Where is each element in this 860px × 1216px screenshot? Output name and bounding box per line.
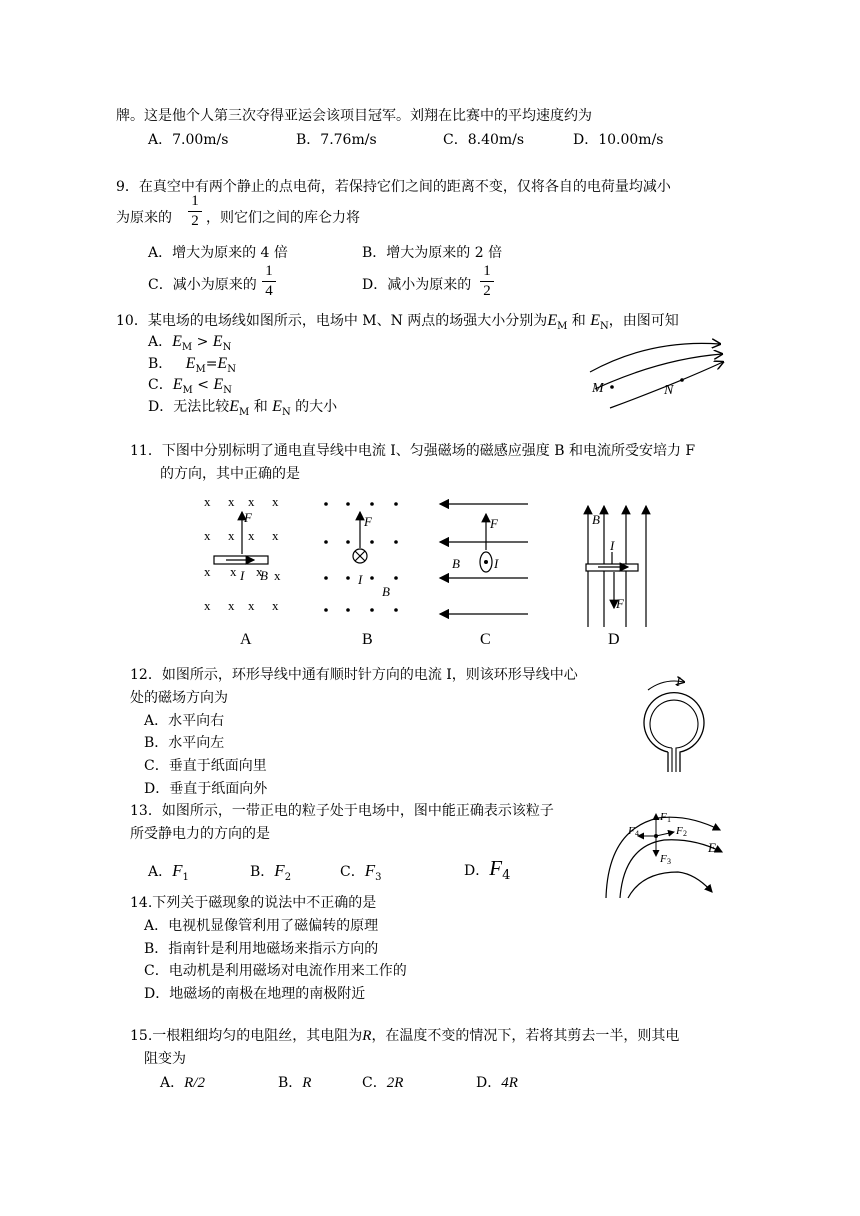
numerator: 1 bbox=[265, 263, 273, 279]
q14-stem: 14.下列关于磁现象的说法中不正确的是 bbox=[130, 895, 377, 911]
q9-option-b: B．增大为原来的 2 倍 bbox=[362, 245, 503, 261]
q10-option-b: B． $E_M=E_N$ bbox=[148, 355, 236, 375]
denominator: 4 bbox=[265, 283, 273, 299]
q12-ring-figure bbox=[628, 672, 718, 782]
svg-text:F: F bbox=[660, 853, 667, 865]
svg-text:x: x bbox=[230, 564, 237, 579]
svg-text:F: F bbox=[660, 811, 667, 823]
svg-text:4: 4 bbox=[635, 829, 639, 838]
q12-stem-2: 处的磁场方向为 bbox=[130, 690, 228, 706]
denominator: 2 bbox=[483, 283, 491, 299]
q10-stem: 10．某电场的电场线如图所示，电场中 M、N 两点的场强大小分别为$E_M$ 和 $E_N$，由图可知 bbox=[116, 312, 679, 332]
q11-panel-a bbox=[204, 494, 281, 648]
svg-text:x: x bbox=[272, 494, 279, 509]
svg-text:I: I bbox=[240, 568, 245, 583]
q8-option-b: B．7.76m/s bbox=[296, 132, 377, 148]
q13-option-b: B．$F_2$ bbox=[250, 861, 292, 883]
q15-option-d: D．4R bbox=[476, 1075, 518, 1091]
svg-text:1: 1 bbox=[667, 815, 671, 824]
q8-option-d: D．10.00m/s bbox=[573, 132, 664, 148]
q10-option-c: C．$E_M < E_N$ bbox=[148, 376, 232, 396]
svg-text:B: B bbox=[452, 556, 460, 571]
svg-text:F: F bbox=[490, 516, 498, 531]
svg-text:B: B bbox=[592, 512, 600, 527]
q13-stem: 13．如图所示，一带正电的粒子处于电场中，图中能正确表示该粒子 bbox=[130, 803, 554, 819]
q8-option-a: A．7.00m/s bbox=[148, 132, 229, 148]
q13-option-a: A．$F_1$ bbox=[148, 861, 189, 883]
svg-text:x: x bbox=[272, 598, 279, 613]
svg-text:x: x bbox=[272, 528, 279, 543]
svg-text:3: 3 bbox=[667, 857, 671, 866]
q10-fig-label-n: N bbox=[664, 383, 674, 398]
svg-text:x: x bbox=[256, 564, 263, 579]
q15-option-c: C．2R bbox=[362, 1075, 404, 1091]
q9-option-d: D．减小为原来的 bbox=[362, 277, 472, 293]
svg-text:x: x bbox=[204, 528, 211, 543]
q10-option-d: D．无法比较$E_M$ 和 $E_N$ 的大小 bbox=[148, 398, 338, 418]
q11-figure bbox=[196, 492, 656, 652]
q11-stem: 11．下图中分别标明了通电直导线中电流 I、匀强磁场的磁感应强度 B 和电流所受安培力 F bbox=[130, 443, 696, 459]
svg-text:x: x bbox=[204, 598, 211, 613]
q12-option-a: A．水平向右 bbox=[144, 713, 225, 729]
q9-option-a: A．增大为原来的 4 倍 bbox=[148, 245, 288, 261]
svg-text:A: A bbox=[240, 631, 252, 648]
q13-stem-2: 所受静电力的方向的是 bbox=[130, 826, 270, 842]
svg-text:2: 2 bbox=[683, 829, 687, 838]
q13-option-c: C．$F_3$ bbox=[340, 861, 382, 883]
q12-option-c: C．垂直于纸面向里 bbox=[144, 758, 267, 774]
q12-stem: 12．如图所示，环形导线中通有顺时针方向的电流 I，则该环形导线中心 bbox=[130, 667, 578, 683]
svg-text:I: I bbox=[358, 572, 363, 587]
svg-text:C: C bbox=[480, 631, 491, 648]
svg-text:I: I bbox=[494, 556, 499, 571]
q10-fig-label-m: M bbox=[592, 381, 604, 396]
svg-text:x: x bbox=[228, 528, 235, 543]
q15-option-b: B．R bbox=[278, 1075, 312, 1091]
q13-fig-label-e: E bbox=[708, 840, 716, 855]
svg-text:x: x bbox=[274, 568, 281, 583]
q11-panel-d bbox=[586, 506, 646, 648]
svg-text:x: x bbox=[228, 494, 235, 509]
svg-text:x: x bbox=[204, 564, 211, 579]
q15-option-a: A．R/2 bbox=[160, 1075, 205, 1091]
q15-stem: 15.一根粗细均匀的电阻丝，其电阻为R，在温度不变的情况下，若将其剪去一半，则其电 bbox=[130, 1028, 680, 1044]
numerator: 1 bbox=[191, 193, 199, 209]
q12-option-d: D．垂直于纸面向外 bbox=[144, 781, 268, 797]
svg-text:I: I bbox=[610, 538, 615, 553]
q9-fraction-half-d bbox=[480, 264, 494, 299]
numerator: 1 bbox=[483, 263, 491, 279]
svg-text:x: x bbox=[248, 528, 255, 543]
q14-option-c: C．电动机是利用磁场对电流作用来工作的 bbox=[144, 963, 407, 979]
q14-option-d: D．地磁场的南极在地理的南极附近 bbox=[144, 986, 366, 1002]
q12-option-b: B．水平向左 bbox=[144, 735, 225, 751]
svg-text:F: F bbox=[628, 825, 635, 837]
svg-text:x: x bbox=[204, 494, 211, 509]
svg-text:F: F bbox=[616, 596, 624, 611]
svg-text:x: x bbox=[248, 598, 255, 613]
q13-option-d: D．$F_4$ bbox=[464, 856, 511, 883]
svg-text:B: B bbox=[362, 631, 373, 648]
svg-text:x: x bbox=[228, 598, 235, 613]
svg-text:x: x bbox=[248, 494, 255, 509]
svg-text:F: F bbox=[244, 510, 252, 525]
q13-field-figure bbox=[598, 800, 738, 900]
q9-fraction-quarter bbox=[262, 264, 276, 299]
svg-text:D: D bbox=[608, 631, 620, 648]
q9-stem: 9．在真空中有两个静止的点电荷，若保持它们之间的距离不变，仅将各自的电荷量均减小 bbox=[116, 179, 671, 195]
q11-panel-c bbox=[440, 504, 528, 648]
q11-panel-b bbox=[324, 502, 398, 648]
svg-text:F: F bbox=[364, 514, 372, 529]
q9-stem-2b: ，则它们之间的库仑力将 bbox=[206, 210, 360, 226]
q9-stem-2a: 为原来的 bbox=[116, 210, 172, 226]
q8-stem: 牌。这是他个人第三次夺得亚运会该项目冠军。刘翔在比赛中的平均速度约为 bbox=[116, 108, 592, 124]
q10-field-line-figure bbox=[580, 334, 730, 414]
q11-stem-2: 的方向，其中正确的是 bbox=[160, 466, 300, 482]
q8-option-c: C．8.40m/s bbox=[443, 132, 525, 148]
svg-text:B: B bbox=[382, 584, 390, 599]
q10-option-a: A．$E_M > E_N$ bbox=[148, 333, 232, 353]
q9-option-c: C．减小为原来的 bbox=[148, 277, 257, 293]
denominator: 2 bbox=[191, 213, 199, 229]
q15-stem-2: 阻变为 bbox=[144, 1051, 186, 1067]
q9-fraction-half bbox=[188, 194, 202, 229]
svg-text:F: F bbox=[676, 825, 683, 837]
svg-text:B: B bbox=[260, 568, 268, 583]
q14-option-b: B．指南针是利用地磁场来指示方向的 bbox=[144, 941, 379, 957]
q12-fig-label-i: I bbox=[676, 674, 681, 689]
q14-option-a: A．电视机显像管利用了磁偏转的原理 bbox=[144, 918, 379, 934]
